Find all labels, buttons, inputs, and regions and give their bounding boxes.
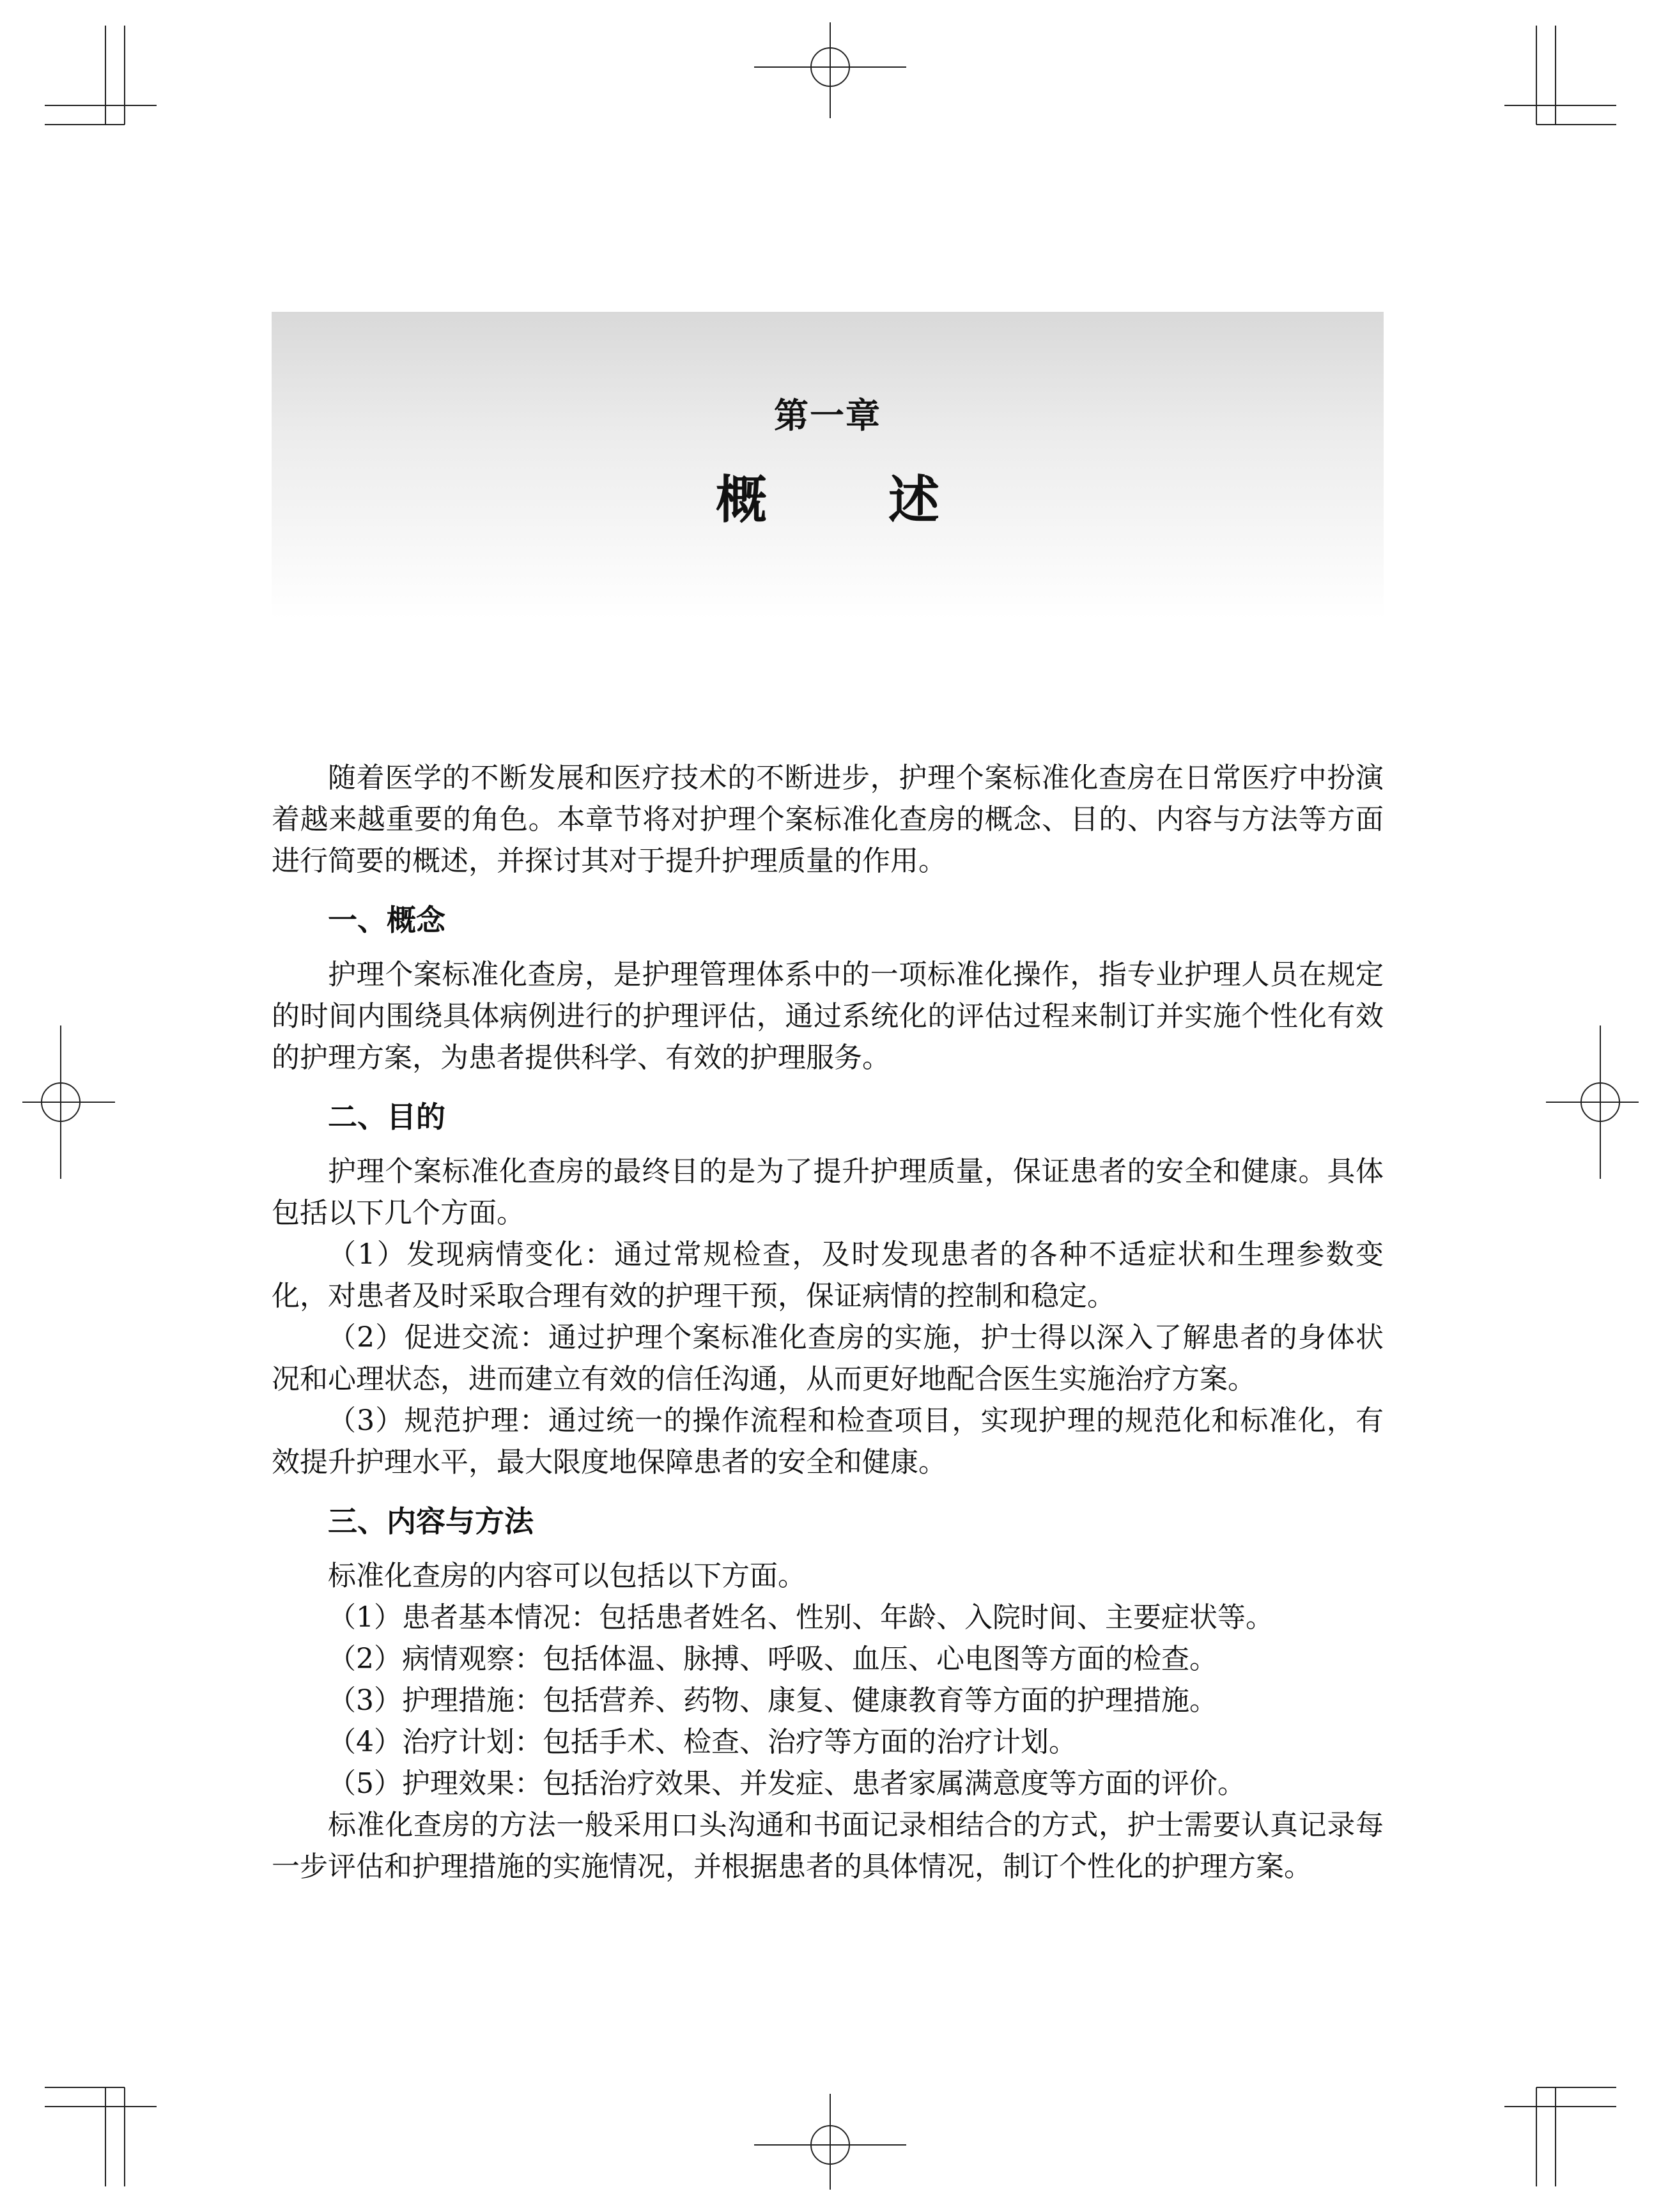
spacer	[272, 941, 1384, 954]
chapter-number: 第一章	[774, 396, 881, 436]
content-item-1: （1）患者基本情况：包括患者姓名、性别、年龄、入院时间、主要症状等。	[328, 1601, 1274, 1634]
method-paragraph: 标准化查房的方法一般采用口头沟通和书面记录相结合的方式，护士需要认真记录每一步评估和护理措施的实施情况，并根据患者的具体情况，制订个性化的护理方案。	[272, 1809, 1384, 1883]
section-heading-purpose: 二、目的	[328, 1100, 445, 1134]
spacer	[272, 882, 1384, 900]
chapter-banner	[272, 312, 1384, 620]
spacer	[272, 1138, 1384, 1151]
spacer	[272, 1542, 1384, 1555]
chapter-body	[272, 757, 1384, 1887]
section-heading-content-method: 三、内容与方法	[328, 1504, 534, 1539]
purpose-item-2: （2）促进交流：通过护理个案标准化查房的实施，护士得以深入了解患者的身体状况和心理状态，进而建立有效的信任沟通，从而更好地配合医生实施治疗方案。	[272, 1321, 1384, 1395]
purpose-paragraph: 护理个案标准化查房的最终目的是为了提升护理质量，保证患者的安全和健康。具体包括以下几个方面。	[272, 1155, 1384, 1229]
intro-paragraph: 随着医学的不断发展和医疗技术的不断进步，护理个案标准化查房在日常医疗中扮演着越来越重要的角色。本章节将对护理个案标准化查房的概念、目的、内容与方法等方面进行简要的概述，并探讨其对于提升护理质量的作用。	[272, 762, 1384, 877]
content-item-2: （2）病情观察：包括体温、脉搏、呼吸、血压、心电图等方面的检查。	[328, 1643, 1217, 1675]
concept-paragraph: 护理个案标准化查房，是护理管理体系中的一项标准化操作，指专业护理人员在规定的时间内围绕具体病例进行的护理评估，通过系统化的评估过程来制订并实施个性化有效的护理方案，为患者提供科学、有效的护理服务。	[272, 958, 1384, 1074]
purpose-item-3: （3）规范护理：通过统一的操作流程和检查项目，实现护理的规范化和标准化，有效提升护理水平，最大限度地保障患者的安全和健康。	[272, 1404, 1384, 1479]
content-item-3: （3）护理措施：包括营养、药物、康复、健康教育等方面的护理措施。	[328, 1684, 1217, 1717]
section-heading-concept: 一、概念	[328, 903, 445, 937]
content-intro-paragraph: 标准化查房的内容可以包括以下方面。	[328, 1560, 806, 1592]
spacer	[272, 1079, 1384, 1096]
chapter-title-char-2: 述	[888, 470, 939, 530]
content-item-5: （5）护理效果：包括治疗效果、并发症、患者家属满意度等方面的评价。	[328, 1767, 1246, 1800]
chapter-title	[272, 459, 1384, 532]
chapter-title-char-1: 概	[716, 470, 767, 530]
content-item-4: （4）治疗计划：包括手术、检查、治疗等方面的治疗计划。	[328, 1726, 1077, 1758]
purpose-item-1: （1）发现病情变化：通过常规检查，及时发现患者的各种不适症状和生理参数变化，对患者及时采取合理有效的护理干预，保证病情的控制和稳定。	[272, 1238, 1384, 1312]
spacer	[272, 1483, 1384, 1501]
